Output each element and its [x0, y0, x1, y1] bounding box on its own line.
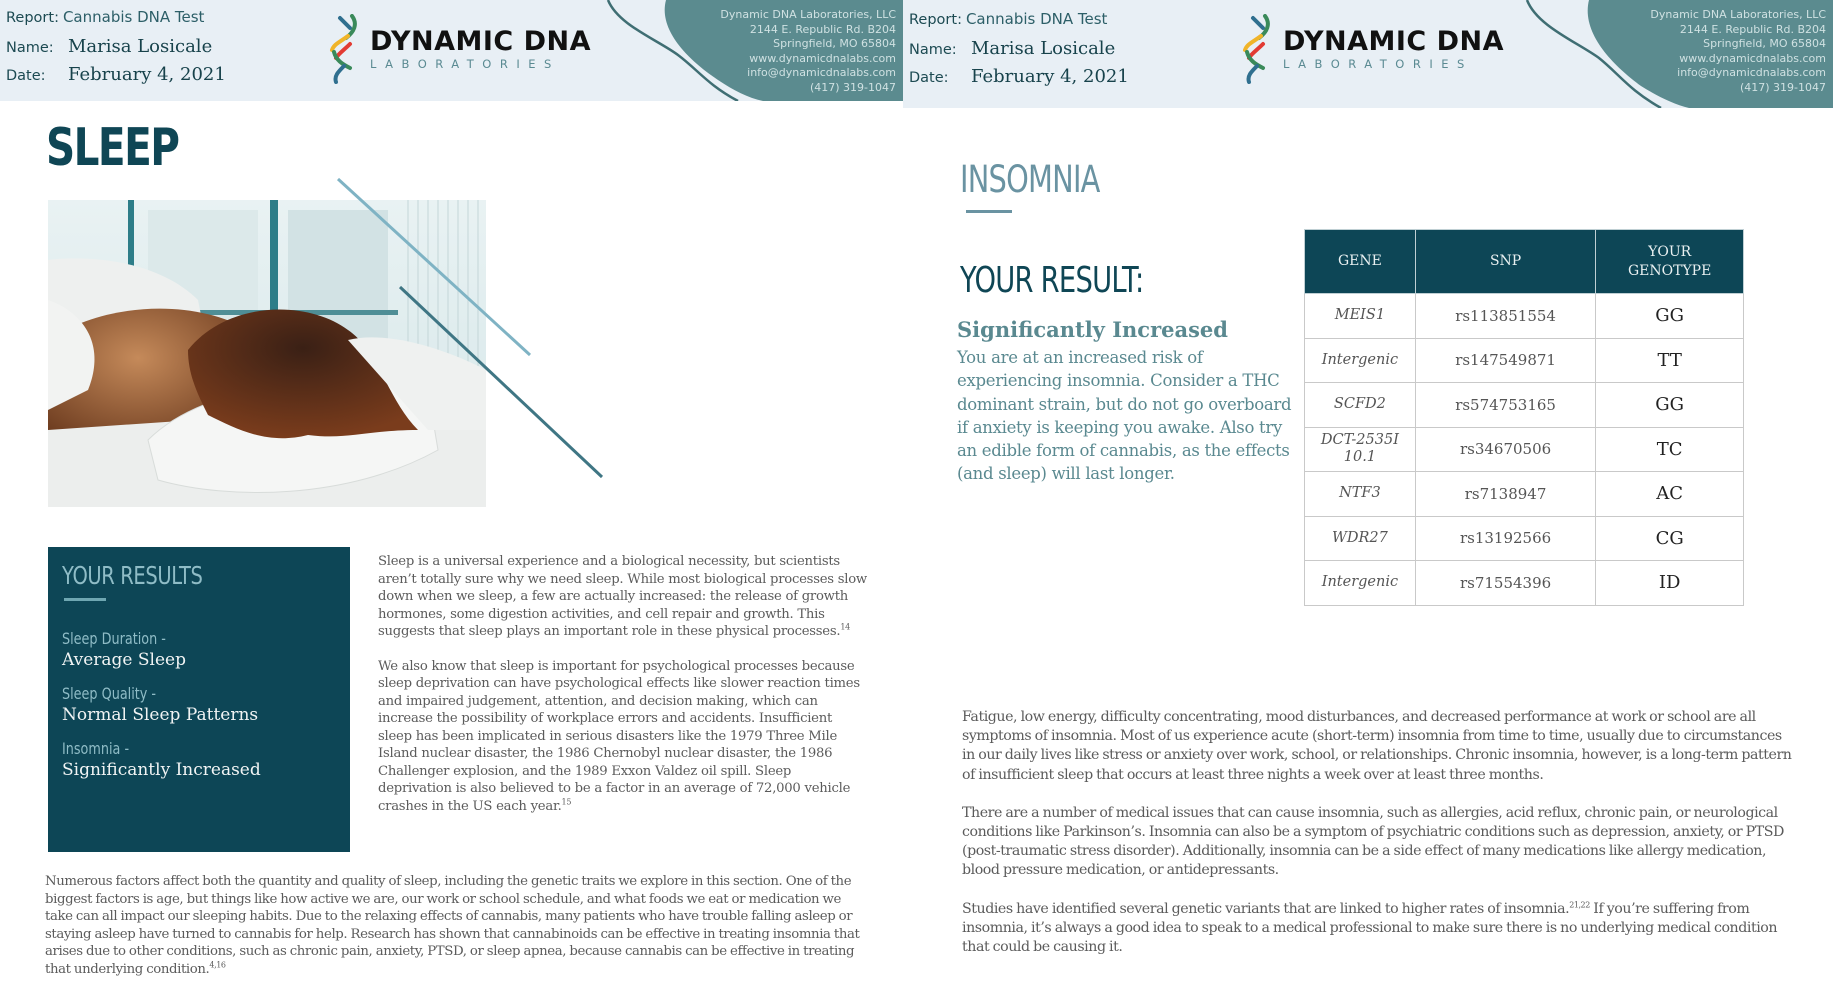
table-row [1305, 294, 1744, 339]
report-meta [909, 10, 1129, 94]
company-phone: (417) 319-1047 [1739, 80, 1826, 94]
date-label: Date: [909, 70, 949, 86]
genotype-cell: GG [1596, 294, 1744, 339]
paragraph: Fatigue, low energy, difficulty concentrating, mood disturbances, and decreased performance at work or school are all symptoms of insomnia. Most of us experience acute (short-term) insomnia from time to time, usually due to circumstances in our daily lives like stress or anxiety over work, school, or relationships. Chronic insomnia, however, is a long-term pattern of insufficient sleep that occurs at least three nights a week over at least three months. [962, 709, 1792, 783]
column-header-genotype: YOUR GENOTYPE [1596, 230, 1744, 294]
date-value: February 4, 2021 [68, 64, 226, 85]
company-name: Dynamic DNA Laboratories, LLC [1650, 8, 1826, 21]
paragraph: Studies have identified several genetic variants that are linked to higher rates of insomnia.$^{21,22}$ If you’re suffering from insomnia, it’s always a good idea to speak to a medical professional to make sure there is no underlying medical condition that could be causing it. [962, 899, 1778, 956]
genotype-cell: TT [1596, 338, 1744, 383]
logo-name: DYNAMIC DNA [1283, 26, 1505, 57]
table-row [1305, 383, 1744, 428]
result-value: Average Sleep [62, 650, 186, 670]
report-page-sleep [0, 0, 903, 1000]
snp-cell: rs13192566 [1415, 516, 1596, 561]
dna-helix-icon [328, 14, 362, 84]
logo-name: DYNAMIC DNA [370, 26, 592, 57]
result-sleep-duration [62, 629, 336, 670]
table-row [1305, 472, 1744, 517]
your-result-heading: YOUR RESULT: [960, 260, 1144, 301]
genotype-cell: TC [1596, 427, 1744, 472]
result-value: Normal Sleep Patterns [62, 705, 259, 725]
page-header [903, 0, 1833, 108]
gene-cell: WDR27 [1305, 516, 1416, 561]
name-value: Marisa Losicale [971, 38, 1116, 59]
result-sleep-quality [62, 684, 336, 725]
company-address: 2144 E. Republic Rd. B204 [1679, 22, 1826, 36]
result-label: Sleep Duration - [62, 629, 166, 648]
table-header-row [1305, 230, 1744, 294]
company-address: 2144 E. Republic Rd. B204 [749, 22, 896, 36]
company-email: info@dynamicdnalabs.com [747, 66, 896, 80]
page-header [0, 0, 903, 101]
contact-panel [598, 0, 903, 101]
genotype-table [1304, 229, 1744, 606]
snp-cell: rs34670506 [1415, 427, 1596, 472]
company-logo [328, 14, 591, 84]
paragraph: We also know that sleep is important for psychological processes because sleep deprivation can have psychological effects like slower reaction times and impaired judgement, attention, and decision making, which can increase the possibility of workplace errors and accidents. Insufficient sleep has been implicated in serious disasters like the 1979 Three Mile Island nuclear disaster, the 1986 Chernobyl nuclear disaster, the 1986 Challenger explosion, and the 1989 Exxon Valdez oil spill. Sleep deprivation is also believed to be a factor in an average of 72,000 vehicle crashes in the US each year.$^{15}$ [378, 658, 860, 814]
name-label: Name: [909, 42, 957, 58]
report-label: Report: [6, 10, 59, 26]
gene-cell: NTF3 [1305, 472, 1416, 517]
company-city: Springfield, MO 65804 [773, 37, 896, 51]
genotype-cell: GG [1596, 383, 1744, 428]
dna-helix-icon [1241, 14, 1275, 84]
insomnia-info-text [962, 708, 1792, 957]
report-meta [6, 8, 226, 92]
genotype-cell: ID [1596, 561, 1744, 606]
table-row [1305, 516, 1744, 561]
logo-subtitle: LABORATORIES [1283, 57, 1473, 71]
gene-cell: DCT-2535I10.1 [1305, 427, 1416, 472]
company-phone: (417) 319-1047 [809, 80, 896, 94]
table-row [1305, 427, 1744, 472]
paragraph: There are a number of medical issues that can cause insomnia, such as allergies, acid reflux, chronic pain, or neurological conditions like Parkinson’s. Insomnia can also be a symptom of psychiatric conditions such as depression, anxiety, or PTSD (post-traumatic stress disorder). Additionally, insomnia can be a side effect of many medications like allergy medication, blood pressure medication, or antidepressants. [962, 804, 1784, 879]
contact-info [720, 8, 896, 96]
diagonal-lines-decoration [330, 175, 610, 485]
snp-cell: rs574753165 [1415, 383, 1596, 428]
company-email: info@dynamicdnalabs.com [1677, 66, 1826, 80]
table-row [1305, 561, 1744, 606]
company-website: www.dynamicdnalabs.com [1679, 51, 1826, 65]
result-label: Sleep Quality - [62, 684, 157, 703]
citation: 14 [840, 622, 850, 632]
genotype-cell: AC [1596, 472, 1744, 517]
page-title: SLEEP [46, 118, 179, 178]
citation: 15 [561, 797, 572, 807]
sleep-factors-text [45, 873, 865, 979]
name-value: Marisa Losicale [68, 36, 213, 57]
section-title: INSOMNIA [960, 158, 1100, 201]
title-underline [966, 210, 1012, 213]
paragraph: Sleep is a universal experience and a biological necessity, but scientists aren’t totally sure why we need sleep. While most biological processes slow down when we sleep, a few are actually increased: the release of growth hormones, some digestion activities, and cell repair and growth. This suggests that sleep plays an important role in these physical processes.$^{14}$ [378, 554, 867, 639]
column-header-gene: GENE [1305, 230, 1416, 294]
company-logo [1241, 14, 1504, 84]
result-label: Insomnia - [62, 739, 130, 758]
snp-cell: rs113851554 [1415, 294, 1596, 339]
citation: 21,22 [1569, 899, 1590, 909]
snp-cell: rs7138947 [1415, 472, 1596, 517]
gene-cell: SCFD2 [1305, 383, 1416, 428]
report-value: Cannabis DNA Test [62, 8, 205, 26]
column-header-snp: SNP [1415, 230, 1596, 294]
table-row [1305, 338, 1744, 383]
results-title: YOUR RESULTS [62, 561, 203, 590]
date-label: Date: [6, 68, 46, 84]
report-page-insomnia [903, 0, 1833, 1000]
logo-subtitle: LABORATORIES [370, 57, 560, 71]
sleep-intro-text [378, 553, 868, 815]
company-city: Springfield, MO 65804 [1703, 37, 1826, 51]
name-label: Name: [6, 40, 54, 56]
paragraph: Numerous factors affect both the quantity and quality of sleep, including the genetic traits we explore in this section. One of the biggest factors is age, but things like how active we are, our work or school schedule, and what foods we eat or medication we take can all impact our sleeping habits. Due to the relaxing effects of cannabis, many patients who have trouble falling asleep or staying asleep have turned to cannabis for help. Research has shown that cannabinoids can be effective in treating insomnia that arises due to other conditions, such as chronic pain, anxiety, PTSD, or sleep apnea, because cannabis can be effective in treating that underlying condition.$^{4,16}$ [45, 874, 860, 977]
title-underline [64, 598, 106, 601]
your-results-panel [48, 547, 350, 852]
company-name: Dynamic DNA Laboratories, LLC [720, 8, 896, 21]
report-value: Cannabis DNA Test [965, 10, 1108, 28]
result-description: You are at an increased risk of experiencing insomnia. Consider a THC dominant strain, but do not go overboard if anxiety is keeping you awake. Also try an edible form of cannabis, as the effects (and sleep) will last longer. [957, 348, 1292, 484]
snp-cell: rs147549871 [1415, 338, 1596, 383]
contact-info [1650, 8, 1826, 96]
gene-cell: Intergenic [1305, 338, 1416, 383]
snp-cell: rs71554396 [1415, 561, 1596, 606]
result-insomnia [62, 739, 336, 780]
date-value: February 4, 2021 [971, 66, 1129, 87]
result-status: Significantly Increased [957, 317, 1228, 342]
result-value: Significantly Increased [62, 760, 261, 780]
gene-cell: Intergenic [1305, 561, 1416, 606]
genotype-cell: CG [1596, 516, 1744, 561]
citation: 4,16 [209, 960, 226, 970]
company-website: www.dynamicdnalabs.com [749, 51, 896, 65]
contact-panel [1513, 0, 1833, 108]
report-label: Report: [909, 12, 962, 28]
gene-cell: MEIS1 [1305, 294, 1416, 339]
